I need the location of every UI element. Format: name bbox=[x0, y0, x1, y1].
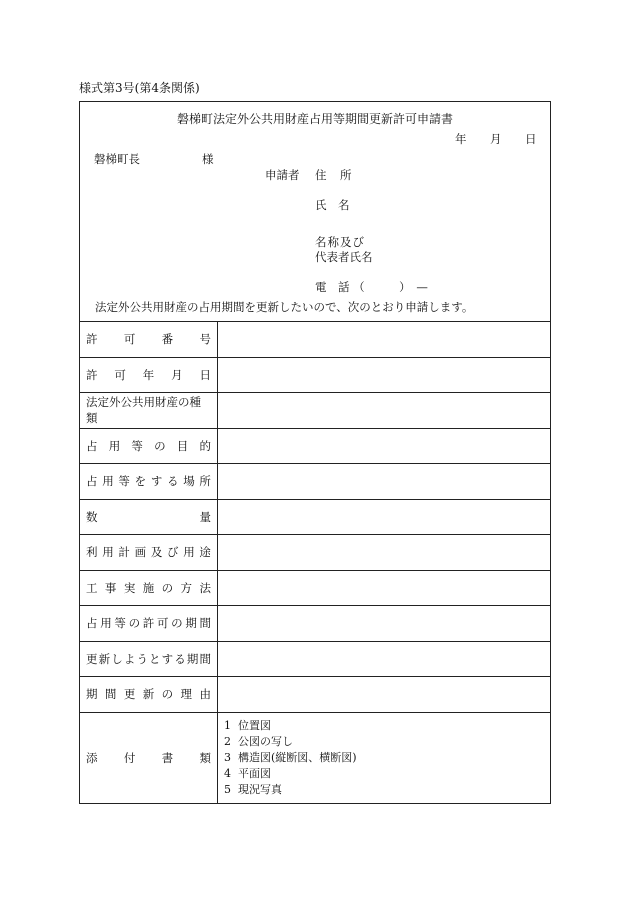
addressee: 磐梯町長 bbox=[94, 152, 140, 166]
field-label-char: 等 bbox=[131, 438, 143, 453]
field-label-char: と bbox=[149, 651, 161, 666]
field-value-cell[interactable] bbox=[218, 464, 551, 500]
field-label-char: 等 bbox=[118, 474, 130, 489]
field-label-char: 更 bbox=[86, 651, 98, 666]
field-label-char: 場 bbox=[183, 474, 195, 489]
attachment-item bbox=[224, 718, 550, 734]
field-label bbox=[80, 641, 218, 677]
field-label-char: 用 bbox=[183, 545, 195, 560]
field-label-char: の bbox=[171, 616, 183, 631]
applicant-label: 申請者 bbox=[265, 168, 300, 182]
attachment-number: 4 bbox=[224, 766, 231, 780]
field-label-char: 可 bbox=[123, 332, 136, 347]
field-label-char: 量 bbox=[199, 509, 211, 524]
field-label-char: 間 bbox=[199, 616, 211, 631]
field-label-char: 間 bbox=[104, 687, 117, 702]
attachments-list bbox=[218, 718, 550, 798]
field-label-char: 用 bbox=[108, 438, 121, 453]
attachment-item bbox=[224, 766, 550, 782]
honorific: 様 bbox=[202, 152, 214, 166]
form-row bbox=[80, 464, 551, 500]
field-label-text bbox=[86, 580, 211, 596]
field-label-char: 新 bbox=[142, 687, 155, 702]
field-label bbox=[80, 606, 218, 642]
field-label-char: 番 bbox=[161, 332, 174, 347]
attachment-number: 5 bbox=[224, 782, 231, 796]
field-label-char: 利 bbox=[86, 545, 98, 560]
field-label-char: る bbox=[174, 651, 186, 666]
field-label bbox=[80, 535, 218, 571]
field-label-char: 的 bbox=[199, 438, 211, 453]
field-label-char: 理 bbox=[180, 687, 193, 702]
attachment-text: 公図の写し bbox=[238, 734, 293, 748]
field-label-text bbox=[86, 438, 211, 454]
field-label-char: す bbox=[150, 474, 163, 489]
field-value-cell[interactable] bbox=[218, 677, 551, 713]
form-row bbox=[80, 641, 551, 677]
attachment-text: 平面図 bbox=[238, 766, 271, 780]
representative-label-line2: 代表者氏名 bbox=[315, 250, 373, 264]
attachments-label-char: 類 bbox=[199, 750, 211, 765]
field-label bbox=[80, 499, 218, 535]
field-label bbox=[80, 393, 218, 429]
attachments-label-char: 添 bbox=[86, 750, 98, 765]
field-label-text bbox=[86, 651, 211, 667]
field-value-cell[interactable] bbox=[218, 357, 551, 393]
field-label-char: 許 bbox=[86, 367, 98, 382]
field-label-char: 号 bbox=[199, 332, 211, 347]
field-label-char: 目 bbox=[176, 438, 189, 453]
field-label-char: 実 bbox=[123, 580, 136, 595]
field-label-char: 更 bbox=[123, 687, 136, 702]
field-label-text bbox=[86, 367, 211, 383]
form-row bbox=[80, 535, 551, 571]
field-label-char: 可 bbox=[114, 367, 126, 382]
field-value-cell[interactable] bbox=[218, 322, 551, 358]
field-label-text bbox=[86, 331, 211, 347]
field-label-char: 方 bbox=[180, 580, 193, 595]
attachments-label-char: 書 bbox=[161, 750, 174, 765]
form-row bbox=[80, 428, 551, 464]
attachment-item bbox=[224, 734, 550, 750]
form-row bbox=[80, 606, 551, 642]
field-label bbox=[80, 570, 218, 606]
field-label-char: 計 bbox=[118, 545, 130, 560]
field-label-char: 等 bbox=[114, 616, 126, 631]
field-label-char: す bbox=[161, 651, 174, 666]
field-label-char: 占 bbox=[86, 474, 98, 489]
field-label bbox=[80, 428, 218, 464]
field-label-char: 日 bbox=[199, 367, 211, 382]
field-label-text bbox=[86, 473, 211, 489]
field-label bbox=[80, 464, 218, 500]
field-label-char: 年 bbox=[142, 367, 155, 382]
field-label-char: の bbox=[161, 580, 174, 595]
field-label-char: 数 bbox=[86, 509, 98, 524]
field-label-char: の bbox=[154, 438, 166, 453]
field-label-text bbox=[86, 615, 211, 631]
field-label-char: を bbox=[134, 474, 147, 489]
form-row bbox=[80, 322, 551, 358]
application-form bbox=[79, 101, 551, 804]
address-label: 住 所 bbox=[315, 168, 353, 182]
attachments-list-cell bbox=[218, 712, 551, 803]
field-value-cell[interactable] bbox=[218, 570, 551, 606]
field-label-char: 由 bbox=[199, 687, 211, 702]
field-label-char: 間 bbox=[199, 651, 211, 666]
name-label: 氏 名 bbox=[315, 198, 350, 212]
form-title: 磐梯町法定外公共用財産占用等期間更新許可申請書 bbox=[176, 112, 453, 126]
field-label-char: 月 bbox=[171, 367, 183, 382]
field-label-text bbox=[86, 544, 211, 560]
field-label-char: 工 bbox=[86, 580, 98, 595]
field-label bbox=[80, 322, 218, 358]
field-label-char: る bbox=[167, 474, 179, 489]
field-label bbox=[80, 357, 218, 393]
attachment-text: 現況写真 bbox=[238, 782, 282, 796]
field-label-char: し bbox=[111, 651, 123, 666]
attachments-label-char: 付 bbox=[123, 750, 136, 765]
field-label-char: 施 bbox=[142, 580, 155, 595]
field-label-text: 法定外公共用財産の種類 bbox=[86, 395, 201, 426]
field-label-char: 可 bbox=[156, 616, 169, 631]
field-label-char: 用 bbox=[102, 474, 114, 489]
form-row bbox=[80, 393, 551, 429]
attachment-number: 1 bbox=[224, 718, 231, 732]
attachments-label-text bbox=[86, 750, 211, 766]
form-row bbox=[80, 677, 551, 713]
attachment-number: 2 bbox=[224, 734, 231, 748]
field-value-cell[interactable] bbox=[218, 499, 551, 535]
field-label-text bbox=[86, 686, 211, 702]
form-row bbox=[80, 570, 551, 606]
field-label-char: 占 bbox=[86, 438, 98, 453]
attachment-text: 構造図(縦断図、横断図) bbox=[238, 750, 357, 764]
field-value-cell[interactable] bbox=[218, 535, 551, 571]
field-label-char: の bbox=[161, 687, 174, 702]
form-number: 様式第3号(第4条関係) bbox=[79, 81, 200, 95]
attachments-label bbox=[80, 712, 218, 803]
field-label bbox=[80, 677, 218, 713]
field-label-char: 用 bbox=[100, 616, 112, 631]
field-label-char: 許 bbox=[86, 332, 98, 347]
phone-label: 電 話 （ ） — bbox=[315, 280, 428, 294]
field-label-text bbox=[86, 509, 211, 525]
field-label-char: 占 bbox=[86, 616, 98, 631]
date-day: 日 bbox=[525, 132, 537, 146]
attachment-item bbox=[224, 782, 550, 798]
application-statement: 法定外公共用財産の占用期間を更新したいので、次のとおり申請します。 bbox=[95, 300, 474, 314]
representative-label-line1: 名称及び bbox=[315, 235, 365, 249]
field-label-char: 用 bbox=[102, 545, 114, 560]
field-label-char: 期 bbox=[86, 687, 98, 702]
field-label-char: 許 bbox=[142, 616, 155, 631]
field-label-char: の bbox=[128, 616, 141, 631]
field-value-cell[interactable] bbox=[218, 606, 551, 642]
field-label-char: 事 bbox=[104, 580, 117, 595]
field-label-char: よ bbox=[123, 651, 136, 666]
attachment-number: 3 bbox=[224, 750, 231, 764]
field-label-char: 法 bbox=[199, 580, 211, 595]
field-value-cell[interactable] bbox=[218, 393, 551, 429]
form-fields-table bbox=[79, 321, 551, 804]
attachment-item bbox=[224, 750, 550, 766]
form-row bbox=[80, 357, 551, 393]
field-label-char: う bbox=[136, 651, 148, 666]
field-label-char: 期 bbox=[185, 616, 197, 631]
date-month: 月 bbox=[490, 132, 502, 146]
field-label-char: び bbox=[167, 545, 179, 560]
field-label-char: 新 bbox=[98, 651, 111, 666]
attachment-text: 位置図 bbox=[238, 718, 271, 732]
field-value-cell[interactable] bbox=[218, 641, 551, 677]
date-year: 年 bbox=[455, 132, 467, 146]
form-row bbox=[80, 499, 551, 535]
field-label-char: 及 bbox=[150, 545, 163, 560]
field-value-cell[interactable] bbox=[218, 428, 551, 464]
field-label-char: 画 bbox=[134, 545, 147, 560]
attachments-row bbox=[80, 712, 551, 803]
field-label-char: 途 bbox=[199, 545, 211, 560]
field-label-char: 所 bbox=[199, 474, 211, 489]
field-label-char: 期 bbox=[186, 651, 199, 666]
